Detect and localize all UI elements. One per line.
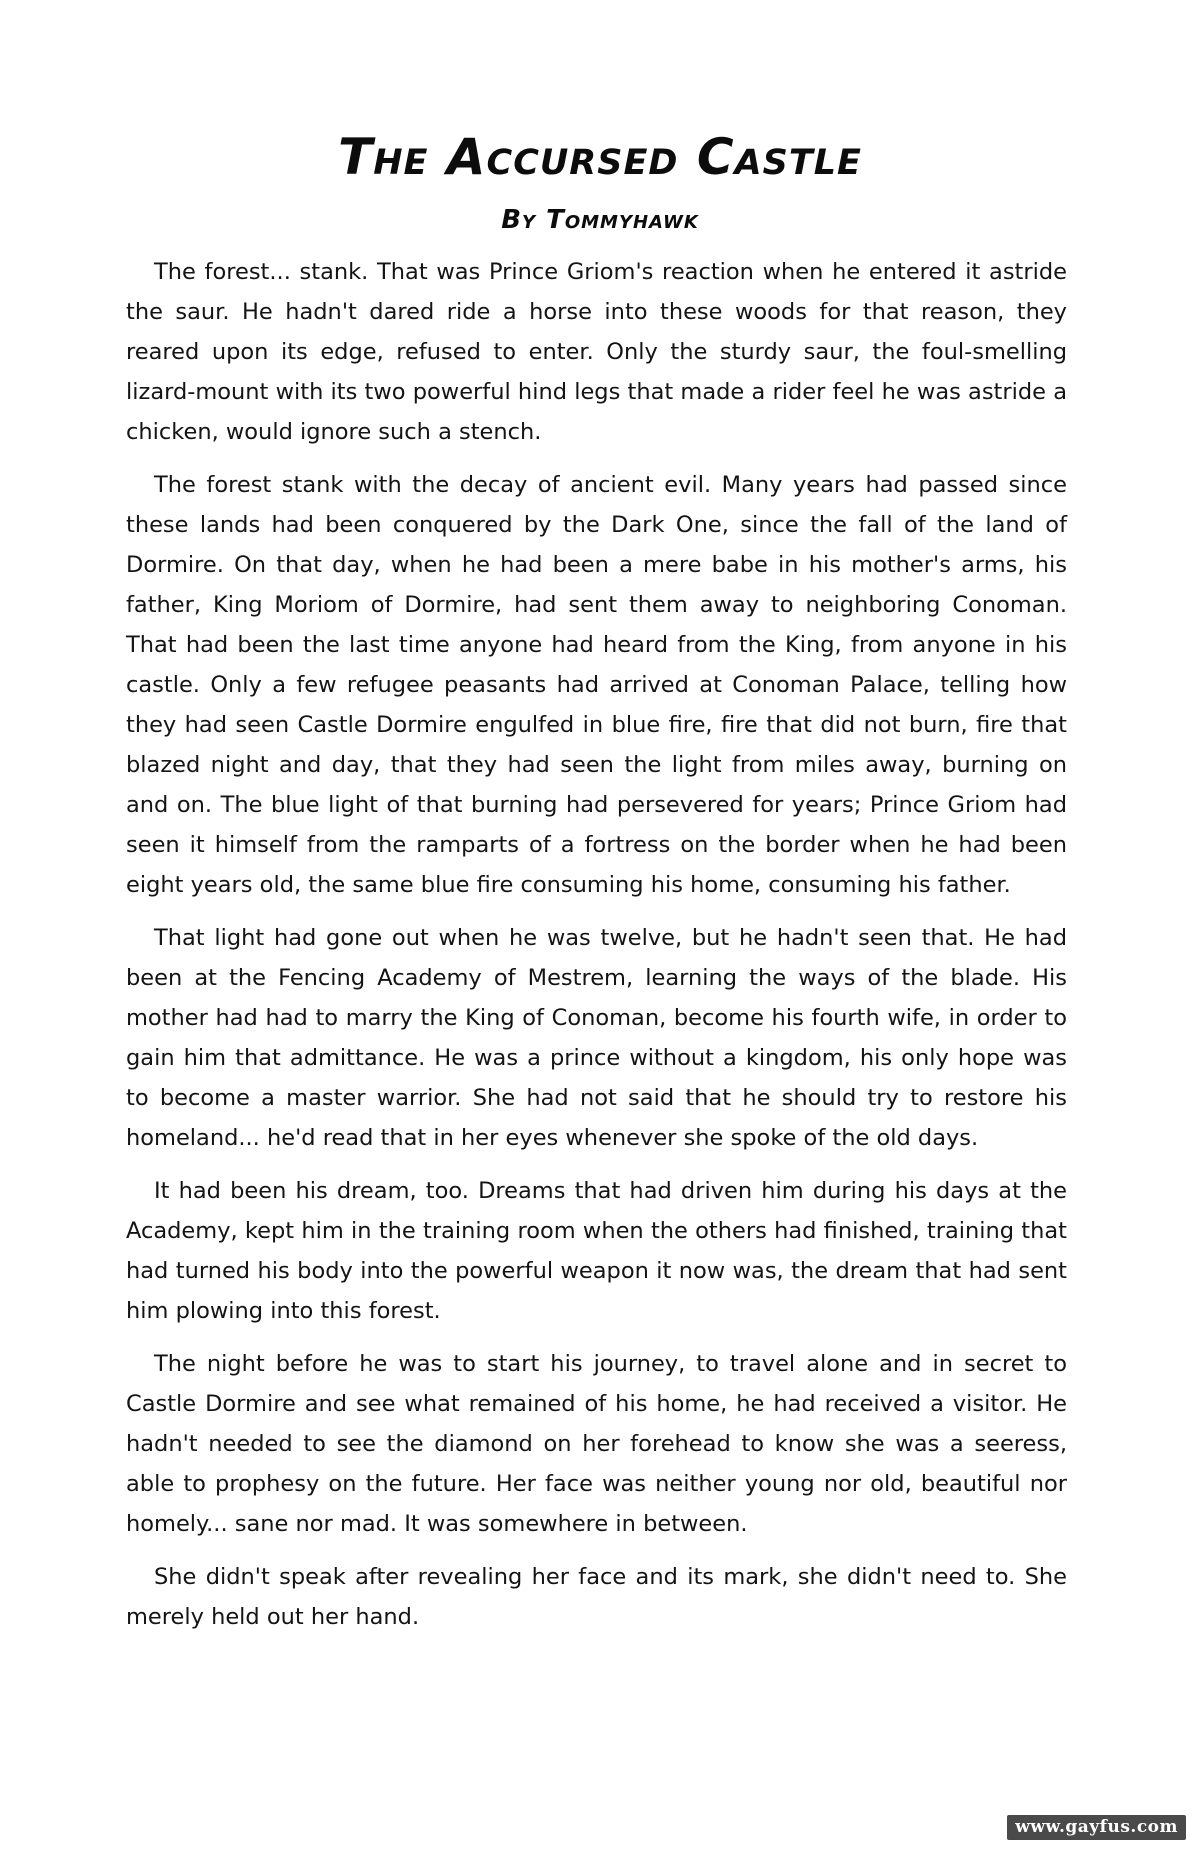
paragraph-4: It had been his dream, too. Dreams that had driven him during his days at the Academy, kept him in the training room when the others had finished, training that had turned his body into the powerful weapon it now was, the dream that had sent him plowing into this forest.	[126, 1178, 1067, 1324]
story-title: The Accursed Castle	[338, 128, 862, 186]
story-body	[126, 252, 1067, 1650]
paragraph-6: She didn't speak after revealing her face and its mark, she didn't need to. She merely held out her hand.	[126, 1564, 1067, 1630]
paragraph-3: That light had gone out when he was twelve, but he hadn't seen that. He had been at the Fencing Academy of Mestrem, learning the ways of the blade. His mother had had to marry the King of Conoman, become his fourth wife, in order to gain him that admittance. He was a prince without a kingdom, his only hope was to become a master warrior. She had not said that he should try to restore his homeland... he'd read that in her eyes whenever she spoke of the old days.	[126, 925, 1067, 1151]
paragraph-5: The night before he was to start his journey, to travel alone and in secret to Castle Dormire and see what remained of his home, he had received a visitor. He hadn't needed to see the diamond on her forehead to know she was a seeress, able to prophesy on the future. Her face was neither young nor old, beautiful nor homely... sane nor mad. It was somewhere in between.	[126, 1351, 1067, 1537]
site-watermark: www.gayfus.com	[1007, 1815, 1186, 1840]
paragraph-1: The forest... stank. That was Prince Griom's reaction when he entered it astride the saur. He hadn't dared ride a horse into these woods for that reason, they reared upon its edge, refused to enter. Only the sturdy saur, the foul-smelling lizard-mount with its two powerful hind legs that made a rider feel he was astride a chicken, would ignore such a stench.	[126, 259, 1067, 445]
author-byline: By Tommyhawk	[501, 205, 699, 235]
paragraph-2: The forest stank with the decay of ancient evil. Many years had passed since these lands had been conquered by the Dark One, since the fall of the land of Dormire. On that day, when he had been a mere babe in his mother's arms, his father, King Moriom of Dormire, had sent them away to neighboring Conoman. That had been the last time anyone had heard from the King, from anyone in his castle. Only a few refugee peasants had arrived at Conoman Palace, telling how they had seen Castle Dormire engulfed in blue fire, fire that did not burn, fire that blazed night and day, that they had seen the light from miles away, burning on and on. The blue light of that burning had persevered for years; Prince Griom had seen it himself from the ramparts of a fortress on the border when he had been eight years old, the same blue fire consuming his home, consuming his father.	[126, 472, 1067, 898]
